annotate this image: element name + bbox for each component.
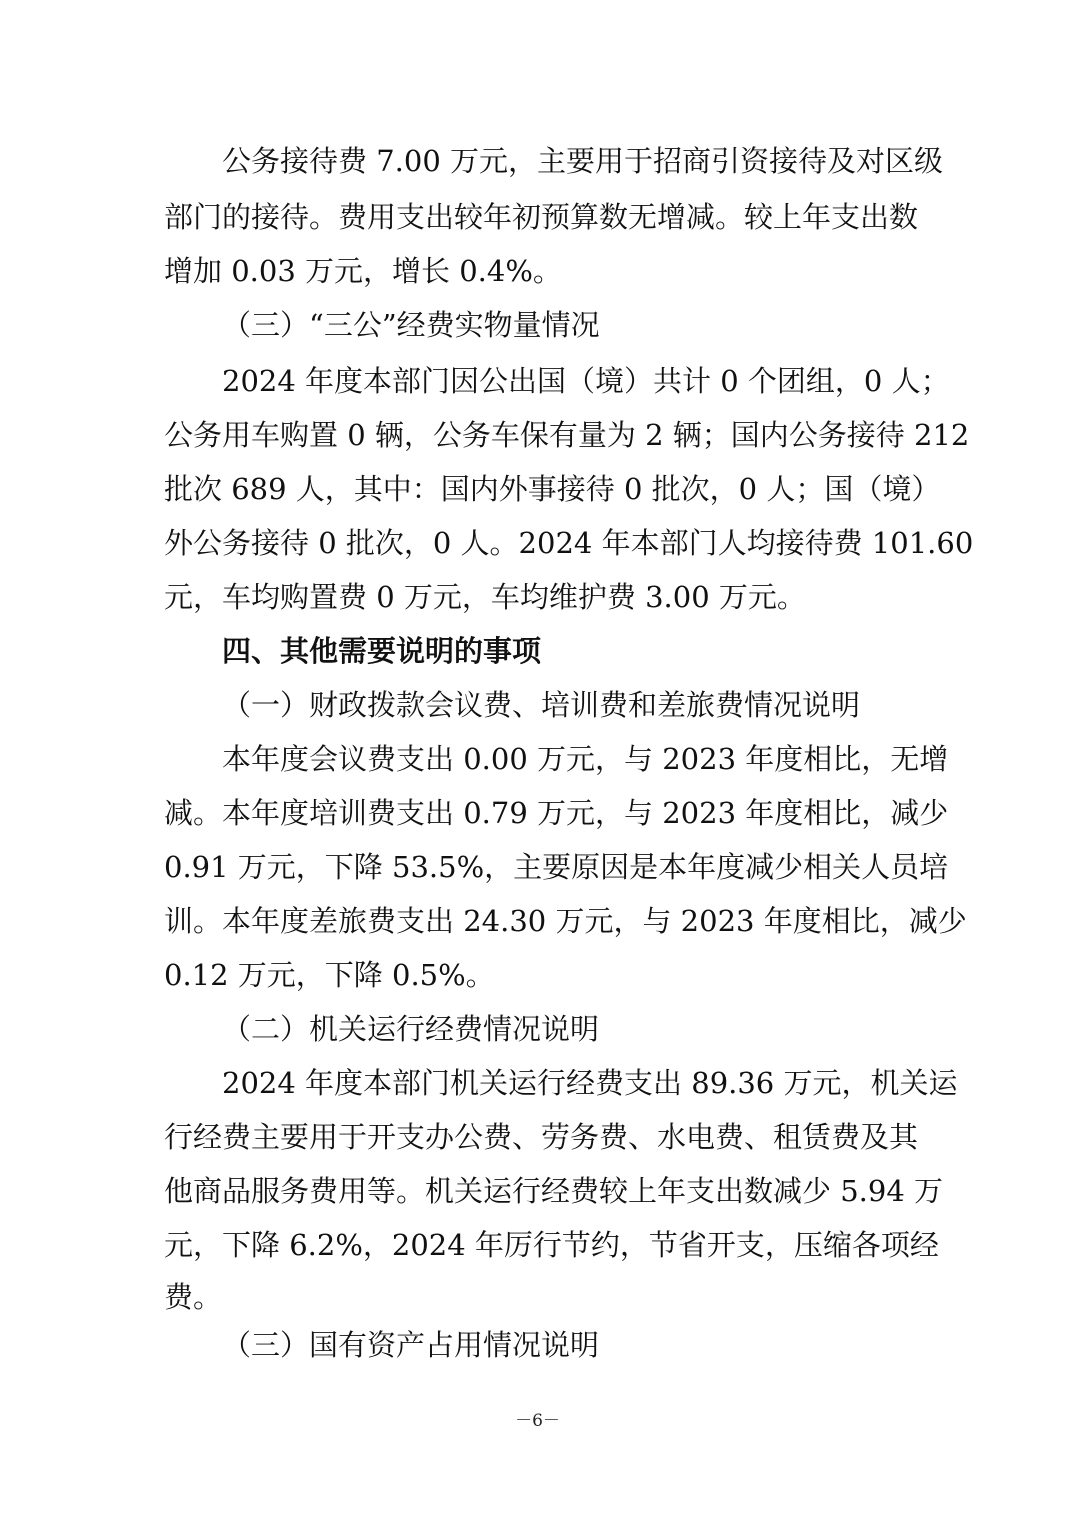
- meeting-para-line-3: 0.91 万元，下降 53.5%，主要原因是本年度减少相关人员培: [164, 850, 949, 884]
- subheading-state-assets: （三）国有资产占用情况说明: [222, 1328, 600, 1362]
- physical-para-line-4: 外公务接待 0 批次，0 人。2024 年本部门人均接待费 101.60: [164, 526, 974, 560]
- physical-para-line-5: 元，车均购置费 0 万元，车均维护费 3.00 万元。: [164, 580, 806, 614]
- operation-para-line-5: 费。: [164, 1280, 223, 1314]
- operation-para-line-2: 行经费主要用于开支办公费、劳务费、水电费、租赁费及其: [164, 1120, 919, 1154]
- operation-para-line-1: 2024 年度本部门机关运行经费支出 89.36 万元，机关运: [222, 1066, 958, 1100]
- subheading-physical-quantity: （三）“三公”经费实物量情况: [222, 308, 600, 342]
- meeting-para-line-4: 训。本年度差旅费支出 24.30 万元，与 2023 年度相比，减少: [164, 904, 967, 938]
- subheading-meeting-training-travel: （一）财政拨款会议费、培训费和差旅费情况说明: [222, 688, 861, 722]
- physical-para-line-1: 2024 年度本部门因公出国（境）共计 0 个团组，0 人；: [222, 364, 950, 398]
- subheading-operating-expenses: （二）机关运行经费情况说明: [222, 1012, 600, 1046]
- meeting-para-line-5: 0.12 万元，下降 0.5%。: [164, 958, 495, 992]
- operation-para-line-4: 元，下降 6.2%，2024 年厉行节约，节省开支，压缩各项经: [164, 1228, 939, 1262]
- reception-para-line-1: 公务接待费 7.00 万元，主要用于招商引资接待及对区级: [222, 144, 944, 178]
- meeting-para-line-2: 减。本年度培训费支出 0.79 万元，与 2023 年度相比，减少: [164, 796, 949, 830]
- page-number: －6－: [515, 1411, 560, 1431]
- reception-para-line-3: 增加 0.03 万元，增长 0.4%。: [164, 254, 562, 288]
- physical-para-line-2: 公务用车购置 0 辆，公务车保有量为 2 辆；国内公务接待 212: [164, 418, 970, 452]
- section-heading-other-matters: 四、其他需要说明的事项: [222, 634, 542, 668]
- operation-para-line-3: 他商品服务费用等。机关运行经费较上年支出数减少 5.94 万: [164, 1174, 944, 1208]
- physical-para-line-3: 批次 689 人，其中：国内外事接待 0 批次，0 人；国（境）: [164, 472, 941, 506]
- reception-para-line-2: 部门的接待。费用支出较年初预算数无增减。较上年支出数: [164, 200, 919, 234]
- meeting-para-line-1: 本年度会议费支出 0.00 万元，与 2023 年度相比，无增: [222, 742, 949, 776]
